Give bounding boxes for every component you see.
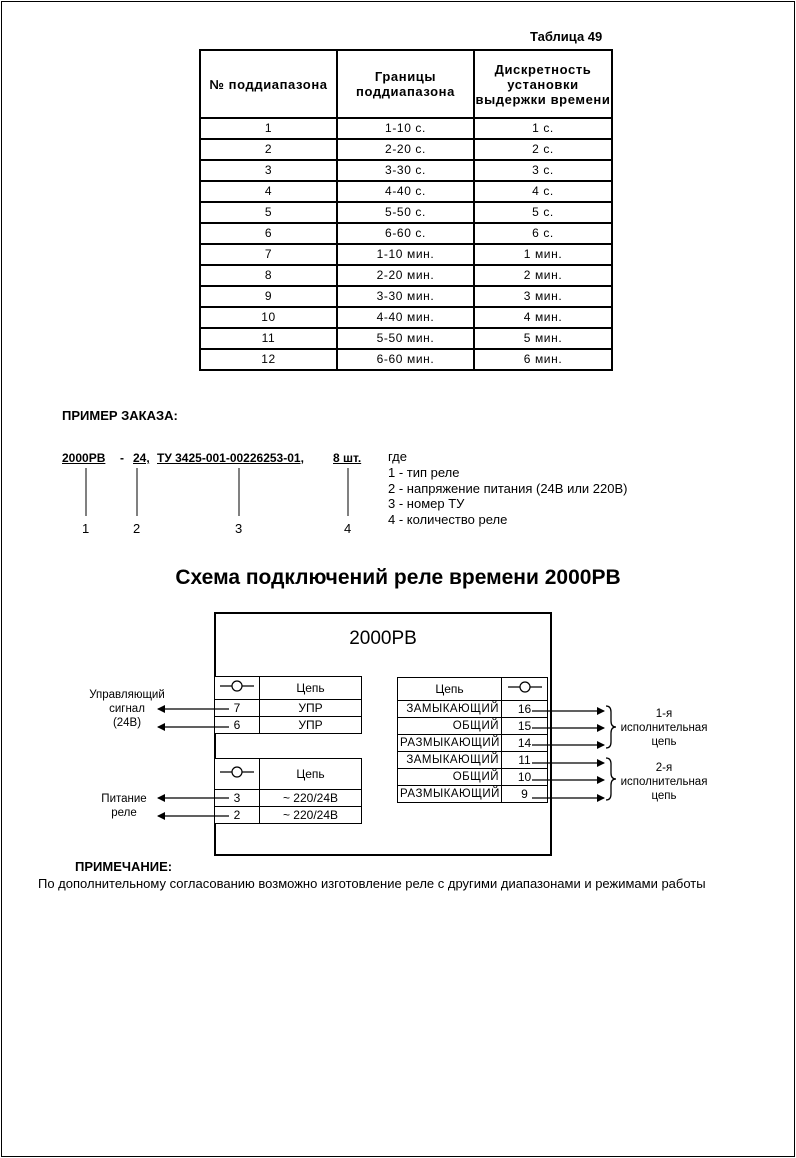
cell-time-step: 1 мин. xyxy=(474,244,612,265)
order-example-heading: ПРИМЕР ЗАКАЗА: xyxy=(62,408,178,423)
cell-subrange-limits: 3-30 с. xyxy=(337,160,474,181)
cell-subrange-number: 3 xyxy=(200,160,337,181)
order-legend-item: 2 - напряжение питания (24В или 220В) xyxy=(388,481,628,496)
cell-subrange-number: 5 xyxy=(200,202,337,223)
terminal-circuit: ОБЩИЙ xyxy=(398,769,502,786)
label-line: Питание xyxy=(101,793,147,805)
terminal-circuit: РАЗМЫКАЮЩИЙ xyxy=(398,786,502,803)
terminal-circuit: ~ 220/24В xyxy=(260,790,362,807)
circuit-header: Цепь xyxy=(260,759,362,790)
order-part-relay-type: 2000РВ xyxy=(62,451,106,465)
terminal-circuit: ~ 220/24В xyxy=(260,807,362,824)
label-line: реле xyxy=(111,807,137,819)
cell-subrange-number: 8 xyxy=(200,265,337,286)
cell-subrange-number: 7 xyxy=(200,244,337,265)
cell-time-step: 5 с. xyxy=(474,202,612,223)
label-line: 1-я xyxy=(655,708,673,720)
cell-time-step: 2 с. xyxy=(474,139,612,160)
terminal-pin: 9 xyxy=(502,786,548,803)
cell-time-step: 6 с. xyxy=(474,223,612,244)
order-marker-1: 1 xyxy=(82,521,90,536)
label-line: цепь xyxy=(651,790,677,802)
cell-subrange-limits: 4-40 с. xyxy=(337,181,474,202)
terminal-circuit: УПР xyxy=(260,700,362,717)
cell-time-step: 3 мин. xyxy=(474,286,612,307)
cell-time-step: 4 с. xyxy=(474,181,612,202)
terminal-pin: 2 xyxy=(215,807,260,824)
order-part-quantity: 8 шт. xyxy=(333,451,362,465)
table-caption: Таблица 49 xyxy=(530,29,603,44)
cell-time-step: 1 с. xyxy=(474,118,612,139)
cell-subrange-limits: 1-10 мин. xyxy=(337,244,474,265)
cell-subrange-limits: 6-60 мин. xyxy=(337,349,474,370)
cell-subrange-number: 10 xyxy=(200,307,337,328)
order-marker-2: 2 xyxy=(133,521,141,536)
terminal-circuit: РАЗМЫКАЮЩИЙ xyxy=(398,735,502,752)
order-marker-3: 3 xyxy=(235,521,243,536)
label-line: сигнал xyxy=(109,703,145,715)
cell-subrange-number: 2 xyxy=(200,139,337,160)
cell-subrange-number: 12 xyxy=(200,349,337,370)
order-marker-4: 4 xyxy=(344,521,352,536)
header-subrange-limits: Границы поддиапазона xyxy=(337,50,474,118)
cell-subrange-limits: 5-50 мин. xyxy=(337,328,474,349)
cell-subrange-limits: 2-20 с. xyxy=(337,139,474,160)
order-legend-item: 4 - количество реле xyxy=(388,512,508,527)
cell-time-step: 6 мин. xyxy=(474,349,612,370)
terminal-circuit: УПР xyxy=(260,717,362,734)
cell-subrange-number: 4 xyxy=(200,181,337,202)
note-text: По дополнительному согласованию возможно изготовление реле с другими диапазонами и режимами работы xyxy=(38,876,706,891)
relay-model-label: 2000РВ xyxy=(349,628,417,649)
cell-subrange-limits: 3-30 мин. xyxy=(337,286,474,307)
order-part-spec: ТУ 3425-001-00226253-01, xyxy=(157,451,304,465)
cell-time-step: 5 мин. xyxy=(474,328,612,349)
terminal-pin: 15 xyxy=(502,718,548,735)
label-line: 2-я xyxy=(655,762,673,774)
terminal-circuit: ОБЩИЙ xyxy=(398,718,502,735)
cell-subrange-limits: 5-50 с. xyxy=(337,202,474,223)
terminal-pin: 6 xyxy=(215,717,260,734)
cell-time-step: 3 с. xyxy=(474,160,612,181)
header-subrange-number: № поддиапазона xyxy=(200,50,337,118)
terminal-pin: 11 xyxy=(502,752,548,769)
cell-subrange-limits: 6-60 с. xyxy=(337,223,474,244)
cell-subrange-limits: 1-10 с. xyxy=(337,118,474,139)
label-line: Управляющий xyxy=(89,689,165,701)
terminal-pin: 16 xyxy=(502,701,548,718)
order-legend-intro: где xyxy=(388,449,407,464)
order-legend-item: 1 - тип реле xyxy=(388,465,460,480)
input-arrows xyxy=(158,709,229,816)
cell-time-step: 4 мин. xyxy=(474,307,612,328)
label-line: цепь xyxy=(651,736,677,748)
order-legend-item: 3 - номер ТУ xyxy=(388,496,465,511)
output-arrows xyxy=(532,711,604,798)
cell-time-step: 2 мин. xyxy=(474,265,612,286)
cell-subrange-number: 6 xyxy=(200,223,337,244)
cell-subrange-limits: 2-20 мин. xyxy=(337,265,474,286)
terminal-circuit: ЗАМЫКАЮЩИЙ xyxy=(398,701,502,718)
terminal-circuit: ЗАМЫКАЮЩИЙ xyxy=(398,752,502,769)
diagram-title: Схема подключений реле времени 2000РВ xyxy=(175,566,621,589)
terminal-pin: 7 xyxy=(215,700,260,717)
circuit-header: Цепь xyxy=(398,678,502,701)
cell-subrange-number: 1 xyxy=(200,118,337,139)
label-line: исполнительная xyxy=(620,776,708,788)
label-line: исполнительная xyxy=(620,722,708,734)
output-group-braces xyxy=(606,706,616,800)
order-part-voltage: 24, xyxy=(133,451,150,465)
header-time-step: Дискретность установки выдержки времени xyxy=(474,50,612,118)
label-line: (24В) xyxy=(112,717,142,729)
cell-subrange-limits: 4-40 мин. xyxy=(337,307,474,328)
terminal-pin: 10 xyxy=(502,769,548,786)
circuit-header: Цепь xyxy=(260,677,362,700)
cell-subrange-number: 9 xyxy=(200,286,337,307)
order-part-dash: - xyxy=(120,451,124,465)
order-leader-lines xyxy=(86,468,348,516)
cell-subrange-number: 11 xyxy=(200,328,337,349)
note-heading: ПРИМЕЧАНИЕ: xyxy=(75,859,173,874)
terminal-pin: 14 xyxy=(502,735,548,752)
terminal-pin: 3 xyxy=(215,790,260,807)
